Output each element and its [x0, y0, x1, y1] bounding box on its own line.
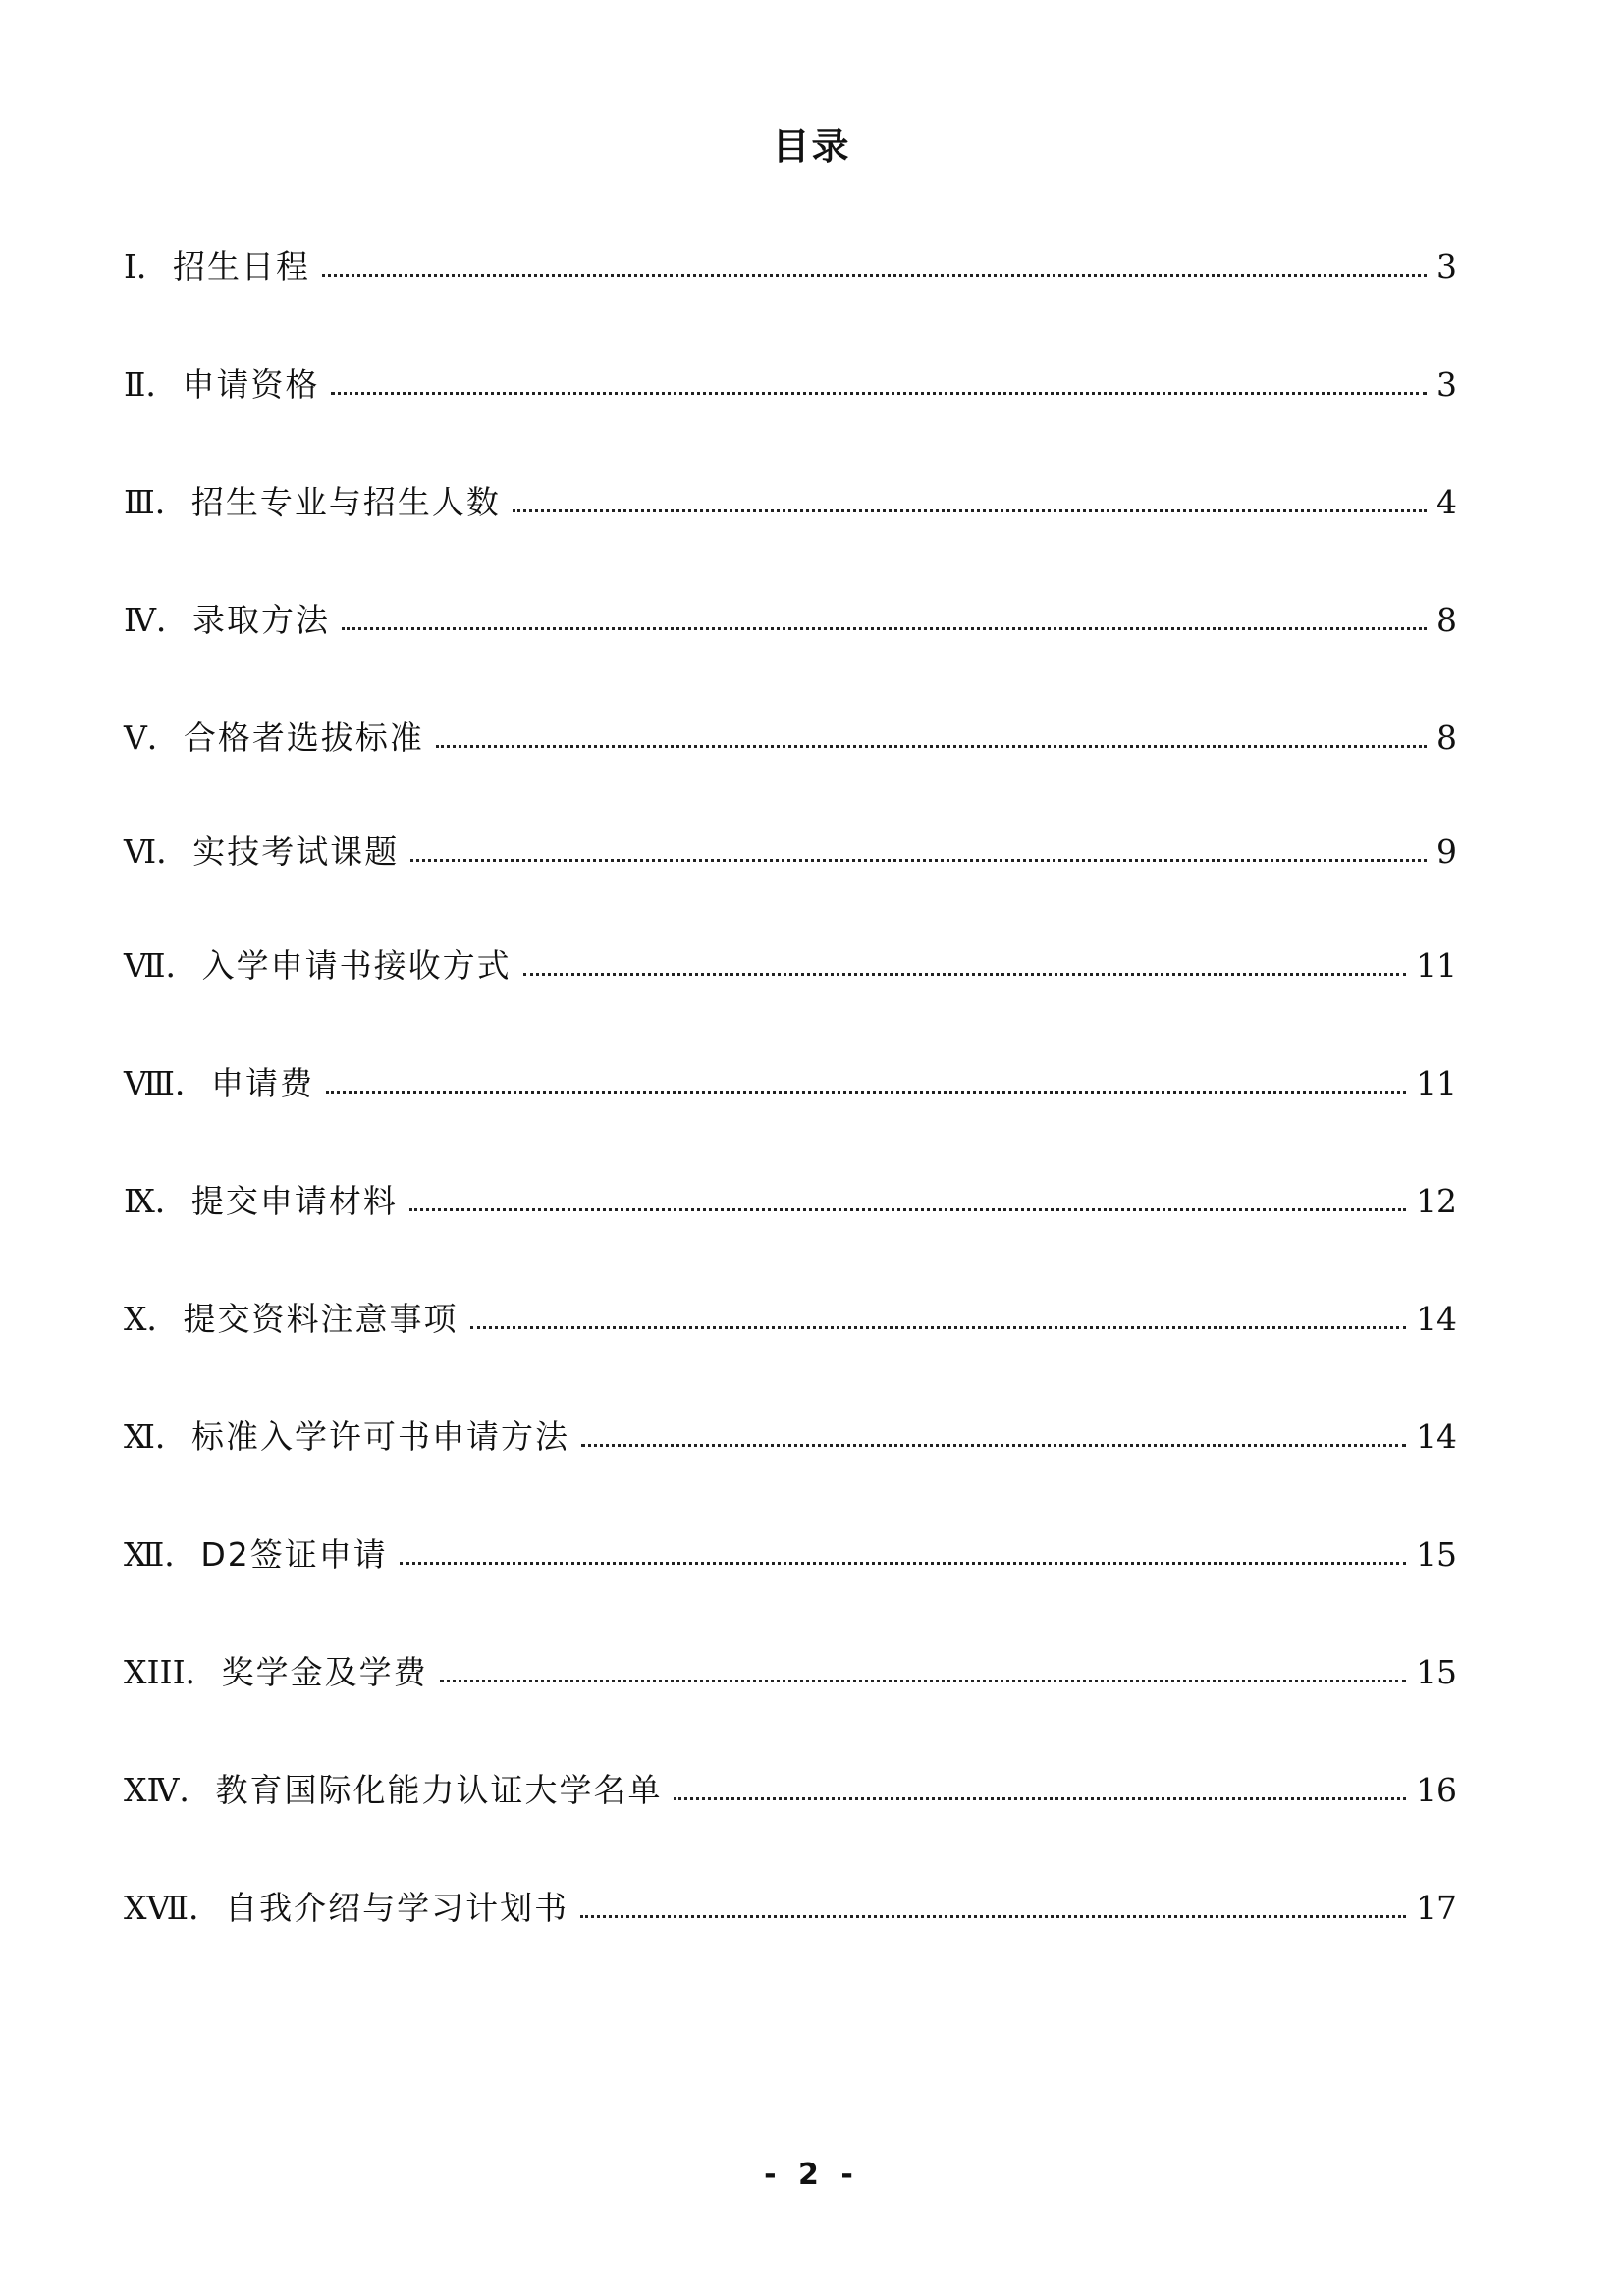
- toc-entry[interactable]: [124, 481, 1457, 524]
- toc-leader-dots: [513, 509, 1427, 512]
- toc-entry[interactable]: [124, 717, 1457, 760]
- toc-entry[interactable]: [124, 944, 1457, 988]
- toc-entry[interactable]: [124, 1651, 1457, 1694]
- toc-entry-page: 3: [1436, 365, 1457, 403]
- toc-entry-number: Ⅶ: [124, 946, 166, 985]
- toc-leader-dots: [523, 973, 1406, 976]
- toc-entry-separator: ．: [174, 1064, 207, 1102]
- toc-entry-title: 标准入学许可书申请方法: [190, 1417, 569, 1456]
- toc-entry-page: 15: [1416, 1535, 1457, 1574]
- toc-entry-number: Ⅸ: [124, 1182, 155, 1220]
- toc-entry-title: 实技考试课题: [192, 832, 400, 871]
- toc-entry-number: Ⅳ: [124, 601, 156, 639]
- toc-entry-separator: ．: [146, 1300, 180, 1338]
- toc-entry-number: Ⅵ: [124, 832, 157, 871]
- toc-entry-title: 提交申请材料: [190, 1182, 398, 1220]
- toc-entry-number: Ⅱ: [124, 365, 146, 403]
- toc-entry-title: 教育国际化能力认证大学名单: [215, 1771, 663, 1809]
- toc-leader-dots: [440, 1680, 1406, 1682]
- toc-leader-dots: [470, 1326, 1407, 1329]
- toc-entry-title: 招生日程: [173, 247, 311, 286]
- toc-entry-separator: ．: [156, 832, 189, 871]
- toc-entry-separator: ．: [189, 1889, 222, 1927]
- toc-entry-number: Ⅰ: [124, 247, 137, 286]
- toc-entry-number: Ⅺ: [124, 1417, 155, 1456]
- toc-entry-number: Ⅴ: [124, 719, 147, 757]
- toc-entry-title: 自我介绍与学习计划书: [225, 1889, 569, 1927]
- toc-entry[interactable]: [124, 1887, 1457, 1930]
- toc-entry-page: 16: [1416, 1771, 1457, 1809]
- toc-entry-title: 录取方法: [191, 601, 330, 639]
- toc-entry-page: 11: [1416, 1064, 1457, 1102]
- toc-leader-dots: [331, 392, 1427, 395]
- toc-entry-page: 11: [1416, 946, 1457, 985]
- toc-entry[interactable]: [124, 363, 1457, 406]
- toc-entry-separator: ．: [154, 483, 188, 521]
- toc-leader-dots: [326, 1091, 1406, 1094]
- toc-entry-page: 8: [1436, 719, 1457, 757]
- toc-entry-page: 8: [1436, 601, 1457, 639]
- toc-entry-page: 14: [1416, 1417, 1457, 1456]
- toc-entry-title: 奖学金及学费: [221, 1653, 428, 1691]
- toc-entry-page: 9: [1436, 832, 1457, 871]
- toc-entry-page: 15: [1416, 1653, 1457, 1691]
- toc-leader-dots: [400, 1562, 1406, 1565]
- toc-leader-dots: [322, 274, 1427, 277]
- toc-entry-title: 招生专业与招生人数: [190, 483, 501, 521]
- toc-entry-page: 3: [1436, 247, 1457, 286]
- toc-leader-dots: [436, 745, 1427, 748]
- toc-entry-title: 申请费: [210, 1064, 314, 1102]
- toc-entry[interactable]: [124, 1533, 1457, 1576]
- toc-leader-dots: [342, 627, 1427, 630]
- toc-entry-separator: ．: [164, 1535, 197, 1574]
- toc-entry[interactable]: [124, 1298, 1457, 1341]
- toc-entry-separator: ．: [165, 946, 198, 985]
- toc-entry-separator: ．: [136, 247, 170, 286]
- toc-leader-dots: [580, 1915, 1406, 1918]
- toc-entry-page: 17: [1416, 1889, 1457, 1927]
- toc-entry-page: 12: [1416, 1182, 1457, 1220]
- toc-entry-title: 合格者选拔标准: [183, 719, 424, 757]
- toc-leader-dots: [581, 1444, 1406, 1447]
- toc-entry[interactable]: [124, 1062, 1457, 1105]
- toc-entry-number: XIII: [124, 1653, 186, 1691]
- toc-entry-number: Ⅲ: [124, 483, 155, 521]
- toc-entry-number: XⅣ: [124, 1771, 180, 1809]
- toc-entry[interactable]: [124, 599, 1457, 642]
- toc-entry-separator: ．: [155, 601, 189, 639]
- toc-entry[interactable]: [124, 830, 1457, 874]
- toc-entry-number: Ⅹ: [124, 1300, 147, 1338]
- toc-entry-separator: ．: [154, 1182, 188, 1220]
- toc-entry-separator: ．: [154, 1417, 188, 1456]
- toc-entry-title: 提交资料注意事项: [183, 1300, 459, 1338]
- toc-entry-separator: ．: [146, 719, 180, 757]
- toc-leader-dots: [674, 1797, 1406, 1800]
- page-number: - 2 -: [764, 2158, 859, 2192]
- toc-entry-title: 入学申请书接收方式: [201, 946, 512, 985]
- toc-entry-number: Ⅷ: [124, 1064, 175, 1102]
- toc-entry-separator: ．: [145, 365, 179, 403]
- toc-entry-separator: ．: [179, 1771, 212, 1809]
- toc-leader-dots: [410, 859, 1427, 862]
- toc-entry[interactable]: [124, 1180, 1457, 1223]
- toc-leader-dots: [409, 1208, 1406, 1211]
- toc-entry-number: Ⅻ: [124, 1535, 165, 1574]
- toc-title: 目录: [772, 125, 851, 168]
- toc-entry-page: 14: [1416, 1300, 1457, 1338]
- toc-entry-title: D2签证申请: [200, 1535, 388, 1574]
- toc-entry[interactable]: [124, 1769, 1457, 1812]
- toc-entry-title: 申请资格: [182, 365, 320, 403]
- toc-entry[interactable]: [124, 1415, 1457, 1459]
- toc-entry[interactable]: [124, 245, 1457, 289]
- toc-entry-page: 4: [1436, 483, 1457, 521]
- toc-entry-number: ⅩⅦ: [124, 1889, 189, 1927]
- toc-entry-separator: ．: [185, 1653, 218, 1691]
